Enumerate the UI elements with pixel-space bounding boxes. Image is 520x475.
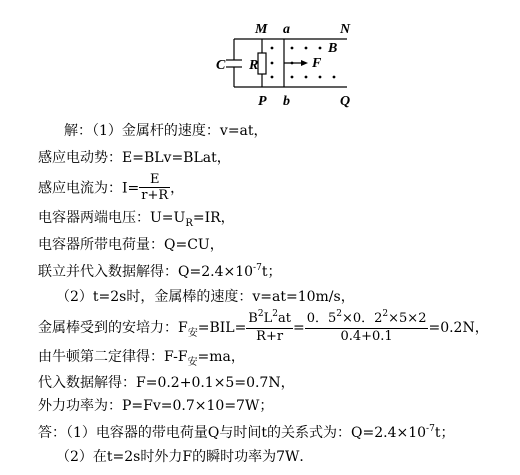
solution-line-9 (38, 346, 245, 368)
fraction-numerator: E (139, 172, 170, 188)
line-9-suffix: =ma， (197, 349, 245, 365)
force-arrow (284, 60, 308, 66)
num-part: at (277, 310, 291, 326)
solution-line-7 (56, 286, 355, 308)
circuit-diagram (212, 20, 362, 112)
line-3-prefix: 感应电流为：I= (38, 180, 140, 197)
solution-line-1 (64, 120, 268, 142)
label-q: Q (340, 94, 351, 109)
line-4-prefix: 电容器两端电压：U=U (38, 210, 186, 226)
line-6-prefix: 联立并代入数据解得：Q=2.4×10 (38, 264, 254, 280)
line-8-suffix: =0.2N， (428, 320, 489, 336)
num-part: L (263, 310, 273, 326)
solution-line-2 (38, 147, 231, 169)
label-b-rod: b (283, 94, 290, 109)
label-a: a (283, 22, 290, 37)
solution-line-6 (38, 261, 281, 283)
ampere-fraction-symbolic (246, 308, 293, 344)
line-2-text: 感应电动势：E=BLv=BLat， (38, 150, 231, 166)
num-part: ×0．2 (341, 310, 383, 326)
num-sup: 2 (257, 308, 264, 319)
line-8-equals: = (292, 320, 305, 336)
num-sup: 2 (272, 308, 278, 319)
num-sup: 2 (336, 308, 342, 319)
line-9-prefix: 由牛顿第二定律得：F-F (38, 349, 188, 365)
answer-1-prefix: 答：（1）电容器的带电荷量Q与时间t的关系式为：Q=2.4×10 (38, 425, 427, 441)
line-7-text: （2）t=2s时，金属棒的速度：v=at=10m/s， (56, 289, 355, 305)
answer-1-suffix: t； (434, 425, 455, 441)
num-sup: 2 (382, 308, 389, 319)
label-m: M (255, 22, 268, 37)
answer-line-1 (38, 422, 454, 444)
answer-line-2 (56, 446, 313, 468)
line-11-text: 外力功率为：P=Fv=0.7×10=7W； (38, 398, 274, 414)
num-part: 0．5 (306, 310, 337, 326)
fraction-denominator: r+R (141, 188, 169, 203)
solution-line-3 (38, 173, 184, 203)
symbolic-denominator: R+r (256, 328, 284, 344)
resistor (258, 53, 266, 74)
line-1-text: 解：（1）金属杆的速度：v=at， (64, 123, 268, 139)
solution-line-8 (38, 310, 489, 346)
label-r: R (249, 58, 259, 73)
num-part: ×5×2 (388, 310, 427, 326)
solution-line-5 (38, 234, 224, 256)
answer-2-text: （2）在t=2s时外力F的瞬时功率为7W． (56, 449, 314, 465)
line-10-text: 代入数据解得：F=0.2+0.1×5=0.7N， (38, 375, 295, 391)
line-6-suffix: t； (261, 264, 282, 280)
line-8-subscript: 安 (187, 328, 198, 339)
line-3-suffix: ， (170, 180, 185, 197)
label-p: P (258, 94, 267, 109)
line-9-subscript: 安 (187, 357, 198, 368)
label-f: F (312, 56, 322, 71)
solution-line-4 (38, 207, 235, 229)
current-fraction (139, 172, 170, 203)
symbolic-numerator (246, 308, 293, 329)
num-part: B (248, 310, 258, 326)
label-c: C (216, 58, 226, 73)
line-5-text: 电容器所带电荷量：Q=CU， (38, 237, 224, 253)
line-4-subscript: R (185, 218, 193, 229)
numeric-denominator: 0.4+0.1 (340, 328, 393, 344)
answer-1-superscript: -7 (426, 424, 435, 434)
line-8-prefix: 金属棒受到的安培力：F (38, 320, 188, 336)
line-6-superscript: -7 (253, 263, 262, 273)
line-4-suffix: =IR， (192, 210, 235, 226)
solution-line-10 (38, 372, 295, 394)
label-n: N (340, 22, 351, 37)
label-b-field: B (328, 41, 338, 56)
line-8-middle: =BIL= (197, 320, 247, 336)
ampere-fraction-numeric (305, 308, 429, 344)
solution-line-11 (38, 395, 273, 417)
numeric-numerator (305, 308, 429, 329)
